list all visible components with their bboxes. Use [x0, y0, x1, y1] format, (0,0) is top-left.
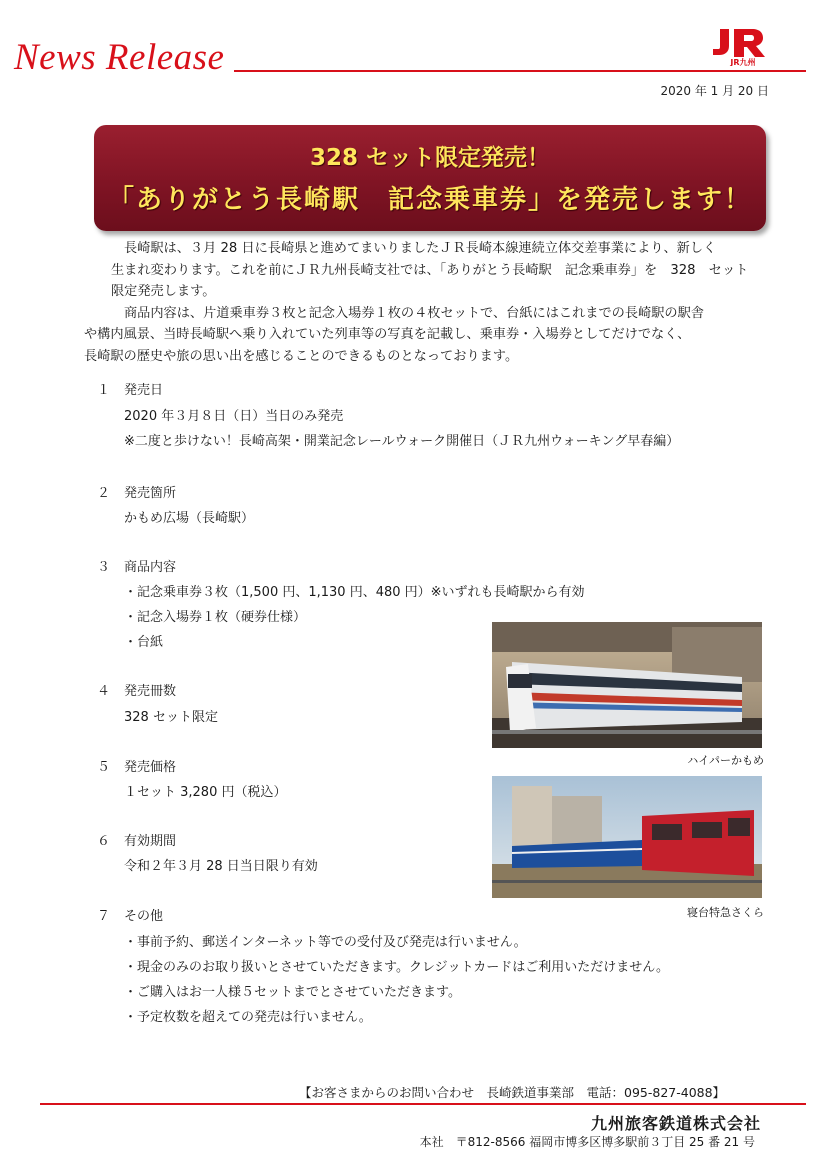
inquiry-contact: 【お客さまからのお問い合わせ 長崎鉄道事業部 電話：095-827-4088】	[299, 1085, 726, 1100]
photo-sleeper-sakura	[492, 776, 762, 898]
section-title: 商品内容	[124, 560, 177, 575]
section-line: 328 セット限定	[124, 710, 218, 725]
section-line: ・記念入場券１枚（硬券仕様）	[124, 610, 307, 625]
headline-line-1: 328 セット限定発売！	[309, 145, 551, 171]
section-line: ※二度と歩けない！長崎高架・開業記念レールウォーク開催日（ＪＲ九州ウォーキング早春編）	[124, 434, 680, 449]
section-number: １	[97, 383, 111, 398]
section-line: ・台紙	[124, 635, 164, 650]
intro-p2-line1: 商品内容は、片道乗車券３枚と記念入場券１枚の４枚セットで、台紙にはこれまでの長崎駅の駅舎	[124, 305, 704, 321]
section-title: 発売価格	[124, 760, 177, 775]
section-title: その他	[124, 909, 164, 924]
section-number: ４	[97, 684, 111, 699]
section-title: 発売日	[124, 383, 164, 398]
photo-caption-sleeper-sakura: 寝台特急さくら	[687, 906, 764, 919]
photo-caption-hyper-kamome: ハイパーかもめ	[687, 754, 764, 767]
section-line: かもめ広場（長崎駅）	[124, 511, 255, 526]
section-line: 令和２年３月 28 日当日限り有効	[124, 859, 318, 874]
news-release-title: News Release	[14, 37, 225, 78]
headline-banner	[94, 125, 766, 231]
section-line: ・事前予約、郵送インターネット等での受付及び発売は行いません。	[124, 935, 527, 950]
section-number: ２	[97, 486, 111, 501]
section-title: 有効期間	[124, 834, 177, 849]
section-line: ・ご購入はお一人様５セットまでとさせていただきます。	[124, 985, 461, 1000]
section-title: 発売冊数	[124, 684, 177, 699]
headline-line-2: 「ありがとう長崎駅 記念乗車券」を発売します！	[107, 185, 752, 215]
intro-p2-line2: や構内風景、当時長崎駅へ乗り入れていた列車等の写真を記載し、乗車券・入場券としてだけでなく、	[84, 327, 691, 342]
section-number: ６	[97, 834, 111, 849]
header-divider	[234, 70, 806, 72]
section-number: ７	[97, 909, 111, 924]
section-title: 発売箇所	[124, 486, 177, 501]
release-date: 2020 年 1 月 20 日	[660, 84, 769, 98]
intro-p1-line3: 限定発売します。	[111, 284, 216, 299]
photo-hyper-kamome	[492, 622, 762, 748]
section-line: ・予定枚数を超えての発売は行いません。	[124, 1010, 372, 1025]
section-line: ・現金のみのお取り扱いとさせていただきます。クレジットカードはご利用いただけません。	[124, 960, 670, 975]
section-number: ３	[97, 560, 111, 575]
intro-p1-line1: 長崎駅は、３月 28 日に長崎県と進めてまいりましたＪＲ長崎本線連続立体交差事業により、新しく	[124, 241, 717, 256]
company-name: 九州旅客鉄道株式会社	[590, 1114, 761, 1133]
jr-kyushu-logo	[710, 26, 776, 66]
company-address: 本社 〒812-8566 福岡市博多区博多駅前３丁目 25 番 21 号	[419, 1135, 755, 1149]
intro-text	[84, 238, 786, 367]
section-number: ５	[97, 760, 111, 775]
section-line: ・記念乗車券３枚（1,500 円、1,130 円、480 円）※いずれも長崎駅から有効	[124, 585, 585, 600]
intro-p1-line2: 生まれ変わります。これを前にＪＲ九州長崎支社では、「ありがとう長崎駅 記念乗車券」を 328 セット	[111, 262, 749, 278]
section-line: 2020 年３月８日（日）当日のみ発売	[124, 409, 344, 424]
section-line: １セット 3,280 円（税込）	[124, 785, 287, 800]
logo-text: JR九州	[730, 58, 756, 66]
intro-p2-line3: 長崎駅の歴史や旅の思い出を感じることのできるものとなっております。	[84, 348, 519, 364]
footer-divider	[40, 1103, 806, 1105]
